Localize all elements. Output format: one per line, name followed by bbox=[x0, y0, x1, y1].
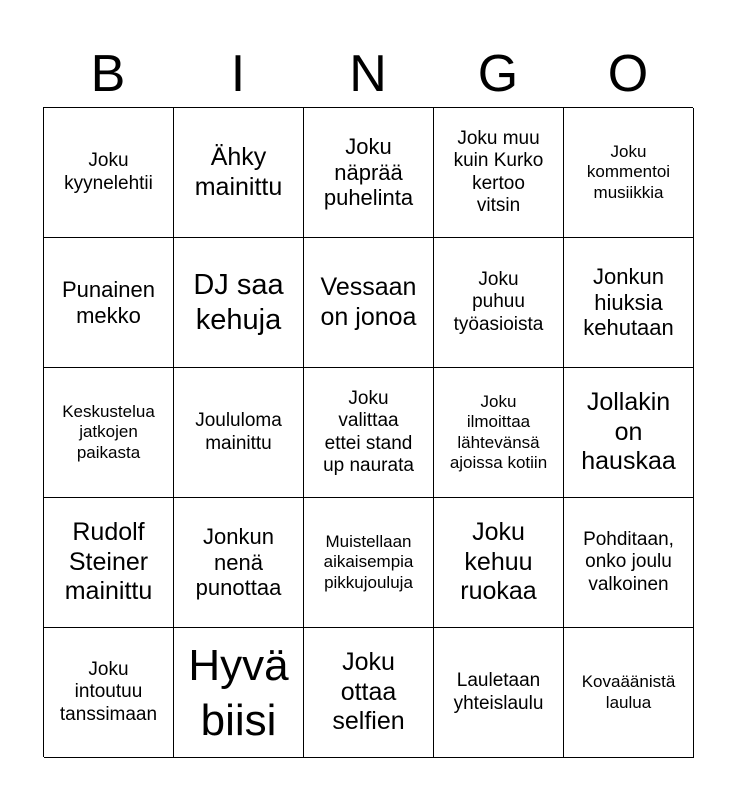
cell-label: Hyvä biisi bbox=[188, 640, 289, 745]
cell-label: Joku näprää puhelinta bbox=[323, 133, 414, 211]
cell-label: Joku valittaa ettei stand up naurata bbox=[323, 387, 414, 476]
bingo-cell-r3c5[interactable] bbox=[564, 368, 694, 498]
header-letter-n: N bbox=[349, 45, 387, 103]
cell-label: Pohditaan, onko joulu valkoinen bbox=[583, 528, 674, 595]
bingo-cell-r1c4[interactable] bbox=[434, 108, 564, 238]
cell-label: Kovaäänistä laulua bbox=[581, 672, 676, 712]
bingo-cell-r1c2[interactable] bbox=[174, 108, 304, 238]
bingo-cell-r3c1[interactable] bbox=[44, 368, 174, 498]
bingo-cell-r3c2[interactable] bbox=[174, 368, 304, 498]
cell-label: Jonkun hiuksia kehutaan bbox=[583, 263, 674, 341]
bingo-cell-r3c3[interactable] bbox=[304, 368, 434, 498]
cell-label: Joku muu kuin Kurko kertoo vitsin bbox=[453, 127, 544, 216]
bingo-cell-r4c4[interactable] bbox=[434, 498, 564, 628]
cell-label: Joku kyynelehtii bbox=[64, 150, 153, 194]
bingo-cell-r5c4[interactable] bbox=[434, 628, 564, 758]
cell-label: Rudolf Steiner mainittu bbox=[64, 518, 153, 606]
header-letter-i: I bbox=[230, 45, 246, 103]
cell-label: Jollakin on hauskaa bbox=[581, 388, 676, 476]
bingo-cell-r5c1[interactable] bbox=[44, 628, 174, 758]
cell-label: Keskustelua jatkojen paikasta bbox=[62, 402, 155, 462]
bingo-cell-r2c1[interactable] bbox=[44, 238, 174, 368]
header-letter-o: O bbox=[607, 45, 649, 103]
header-letter-g: G bbox=[477, 45, 519, 103]
bingo-cell-r5c5[interactable] bbox=[564, 628, 694, 758]
bingo-cell-r2c3[interactable] bbox=[304, 238, 434, 368]
cell-label: Joululoma mainittu bbox=[195, 410, 282, 454]
bingo-header bbox=[43, 40, 693, 108]
cell-label: Jonkun nenä punottaa bbox=[195, 523, 282, 601]
bingo-cell-r1c1[interactable] bbox=[44, 108, 174, 238]
bingo-cell-r3c4[interactable] bbox=[434, 368, 564, 498]
bingo-cell-r5c2[interactable] bbox=[174, 628, 304, 758]
cell-label: Joku kommentoi musiikkia bbox=[586, 142, 671, 202]
bingo-cell-r4c5[interactable] bbox=[564, 498, 694, 628]
cell-label: Lauletaan yhteislaulu bbox=[453, 670, 544, 714]
cell-label: Joku kehuu ruokaa bbox=[460, 518, 537, 606]
bingo-cell-r4c3[interactable] bbox=[304, 498, 434, 628]
bingo-cell-r2c4[interactable] bbox=[434, 238, 564, 368]
bingo-cell-r2c5[interactable] bbox=[564, 238, 694, 368]
cell-label: Joku puhuu työasioista bbox=[453, 268, 544, 335]
cell-label: Joku ottaa selfien bbox=[332, 648, 405, 736]
header-letter-b: B bbox=[90, 45, 126, 103]
bingo-cell-r5c3[interactable] bbox=[304, 628, 434, 758]
bingo-cell-r1c5[interactable] bbox=[564, 108, 694, 238]
bingo-cell-r1c3[interactable] bbox=[304, 108, 434, 238]
bingo-cell-r4c1[interactable] bbox=[44, 498, 174, 628]
cell-label: Joku ilmoittaa lähtevänsä ajoissa kotiin bbox=[449, 392, 548, 472]
bingo-board bbox=[43, 107, 693, 757]
cell-label: Ähky mainittu bbox=[194, 143, 283, 201]
bingo-cell-r4c2[interactable] bbox=[174, 498, 304, 628]
bingo-cell-r2c2[interactable] bbox=[174, 238, 304, 368]
cell-label: DJ saa kehuja bbox=[193, 269, 284, 336]
cell-label: Punainen mekko bbox=[62, 276, 155, 328]
cell-label: Vessaan on jonoa bbox=[320, 273, 417, 331]
cell-label: Joku intoutuu tanssimaan bbox=[59, 658, 158, 725]
cell-label: Muistellaan aikaisempia pikkujouluja bbox=[323, 532, 414, 592]
